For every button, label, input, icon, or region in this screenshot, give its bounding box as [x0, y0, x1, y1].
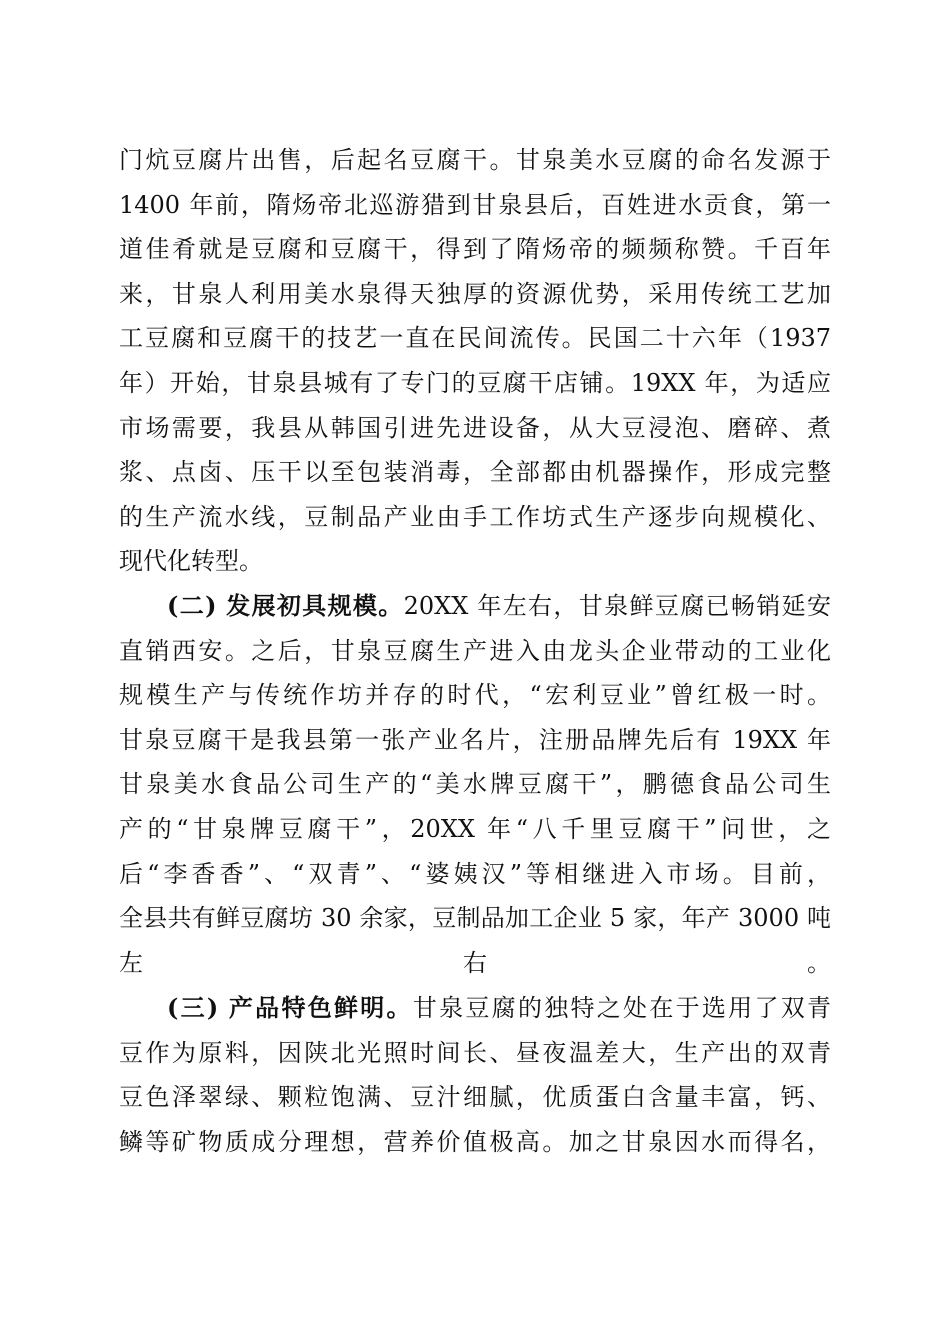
text-line: 1400 年前，隋炀帝北巡游猎到甘泉县后，百姓进水贡食，第一	[119, 190, 831, 219]
text-line: 市场需要，我县从韩国引进先进设备，从大豆浸泡、磨碎、煮	[119, 413, 831, 442]
text-line: 年）开始，甘泉县城有了专门的豆腐干店铺。19XX 年，为适应	[119, 368, 831, 397]
section-heading: (二) 发展初具规模。	[167, 591, 404, 620]
text-line: 现代化转型。	[119, 547, 263, 576]
section-first-line-text: 20XX 年左右，甘泉鲜豆腐已畅销延安	[403, 592, 831, 620]
paragraph-history	[119, 138, 831, 584]
section-first-line-text: 甘泉豆腐的独特之处在于选用了双青	[412, 994, 831, 1022]
text-line: 工豆腐和豆腐干的技艺一直在民间流传。民国二十六年（1937	[119, 324, 831, 353]
section-first-line	[119, 584, 831, 629]
text-line: 甘泉美水食品公司生产的“美水牌豆腐干”，鹏德食品公司生	[119, 770, 831, 799]
text-line: 鳞等矿物质成分理想，营养价值极高。加之甘泉因水而得名，	[119, 1127, 831, 1156]
text-line: 豆色泽翠绿、颗粒饱满、豆汁细腻，优质蛋白含量丰富，钙、	[119, 1083, 831, 1112]
text-line: 门炕豆腐片出售，后起名豆腐干。甘泉美水豆腐的命名发源于	[119, 146, 831, 174]
text-line: 产的“甘泉牌豆腐干”，20XX 年“八千里豆腐干”问世，之	[119, 814, 831, 843]
paragraph-product-features	[119, 986, 831, 1164]
section-heading: (三) 产品特色鲜明。	[167, 993, 413, 1022]
text-line: 全县共有鲜豆腐坊 30 余家，豆制品加工企业 5 家，年产 3000 吨	[119, 904, 831, 933]
section-first-line	[119, 986, 831, 1031]
text-line: 规模生产与传统作坊并存的时代，“宏利豆业”曾红极一时。	[119, 681, 831, 710]
text-line: 道佳肴就是豆腐和豆腐干，得到了隋炀帝的频频称赞。千百年	[119, 235, 831, 264]
text-line: 甘泉豆腐干是我县第一张产业名片，注册品牌先后有 19XX 年	[119, 725, 831, 754]
text-line: 左右。	[119, 948, 831, 977]
text-line: 来，甘泉人利用美水泉得天独厚的资源优势，采用传统工艺加	[119, 279, 831, 308]
text-line: 直销西安。之后，甘泉豆腐生产进入由龙头企业带动的工业化	[119, 636, 831, 665]
text-line: 的生产流水线，豆制品产业由手工作坊式生产逐步向规模化、	[119, 502, 831, 531]
text-line: 豆作为原料，因陕北光照时间长、昼夜温差大，生产出的双青	[119, 1038, 831, 1067]
paragraph-development-scale	[119, 584, 831, 985]
text-line: 后“李香香”、“双青”、“婆姨汉”等相继进入市场。目前，	[119, 859, 831, 888]
text-line: 浆、点卤、压干以至包装消毒，全部都由机器操作，形成完整	[119, 458, 831, 487]
